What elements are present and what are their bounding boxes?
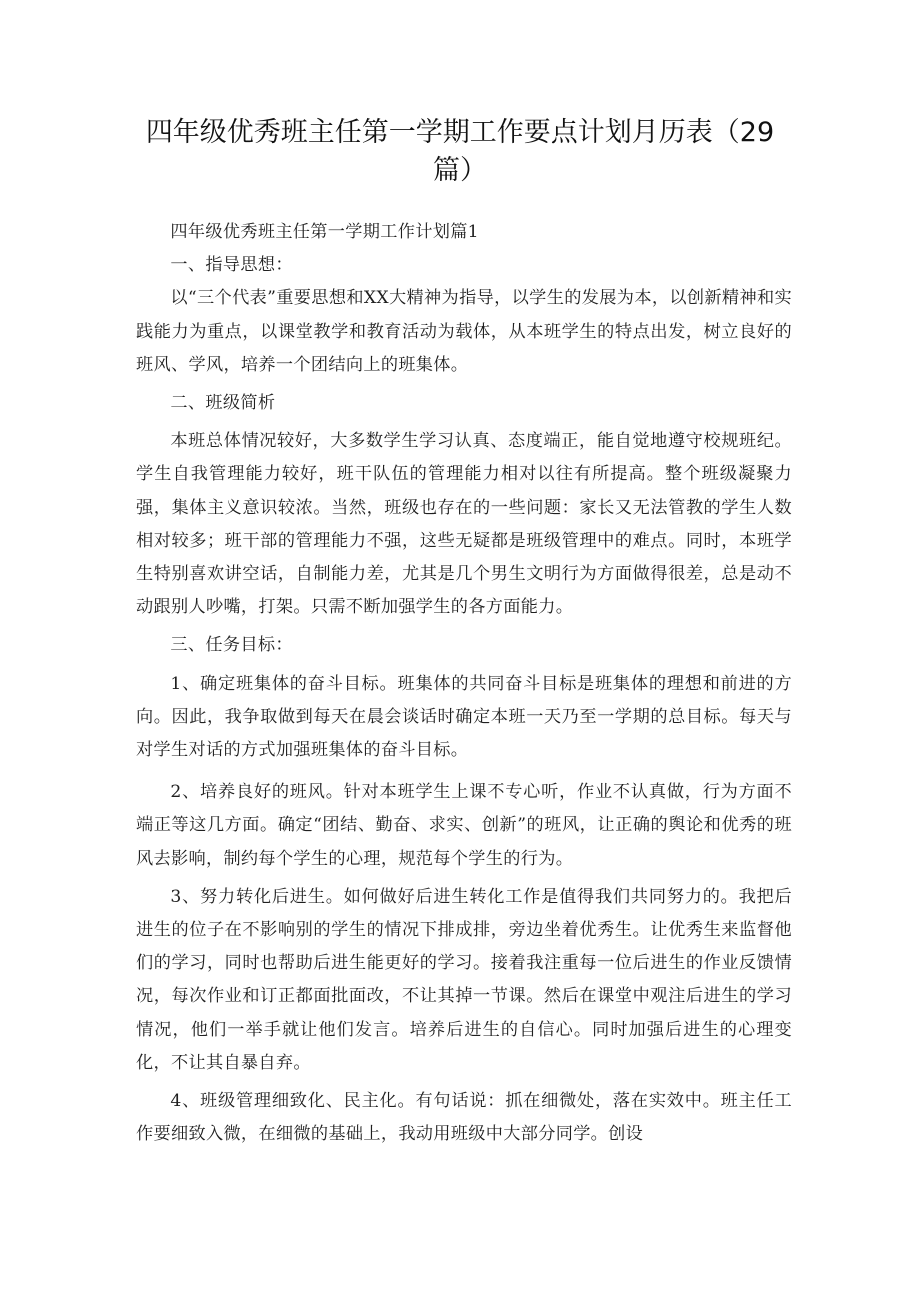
paragraph-class-analysis: 本班总体情况较好，大多数学生学习认真、态度端正，能自觉地遵守校规班纪。学生自我管理能力较好，班干队伍的管理能力相对以往有所提高。整个班级凝聚力强，集体主义意识较浓。当然，班级也存在的一些问题：家长又无法管教的学生人数相对较多；班干部的管理能力不强，这些无疑都是班级管理中的难点。同时，本班学生特别喜欢讲空话，自制能力差，尤其是几个男生文明行为方面做得很差，总是动不动跟别人吵嘴，打架。只需不断加强学生的各方面能力。: [136, 431, 792, 618]
section-heading-plan: 四年级优秀班主任第一学期工作计划篇1: [170, 222, 479, 242]
heading-task-goals: 三、任务目标：: [170, 635, 293, 656]
paragraph-goal-2: 2、培养良好的班风。针对本班学生上课不专心听，作业不认真做，行为方面不端正等这几方面。确定“团结、勤奋、求实、创新”的班风，让正确的舆论和优秀的班风去影响，制约每个学生的心理，规范每个学生的行为。: [136, 782, 792, 869]
paragraph-guiding-thought: 以“三个代表”重要思想和XX大精神为指导，以学生的发展为本，以创新精神和实践能力为重点，以课堂教学和教育活动为载体，从本班学生的特点出发，树立良好的班风、学风，培养一个团结向上的班集体。: [136, 288, 792, 375]
document-title: 四年级优秀班主任第一学期工作要点计划月历表（29篇）: [145, 117, 775, 186]
heading-class-analysis: 二、班级简析: [170, 393, 276, 414]
paragraph-goal-1: 1、确定班集体的奋斗目标。班集体的共同奋斗目标是班集体的理想和前进的方向。因此，我争取做到每天在晨会谈话时确定本班一天乃至一学期的总目标。每天与对学生对话的方式加强班集体的奋斗目标。: [136, 673, 792, 761]
document-body: [136, 216, 792, 1151]
paragraph-goal-3: 3、努力转化后进生。如何做好后进生转化工作是值得我们共同努力的。我把后进生的位子在不影响别的学生的情况下排成排，旁边坐着优秀生。让优秀生来监督他们的学习，同时也帮助后进生能更好的学习。接着我注重每一位后进生的作业反馈情况，每次作业和订正都面批面改，不让其掉一节课。然后在课堂中观注后进生的学习情况，他们一举手就让他们发言。培养后进生的自信心。同时加强后进生的心理变化，不让其自暴自弃。: [136, 886, 792, 1073]
paragraph-goal-4: 4、班级管理细致化、民主化。有句话说：抓在细微处，落在实效中。班主任工作要细致入微，在细微的基础上，我动用班级中大部分同学。创设: [136, 1091, 792, 1145]
heading-guiding-thought: 一、指导思想：: [170, 255, 293, 276]
